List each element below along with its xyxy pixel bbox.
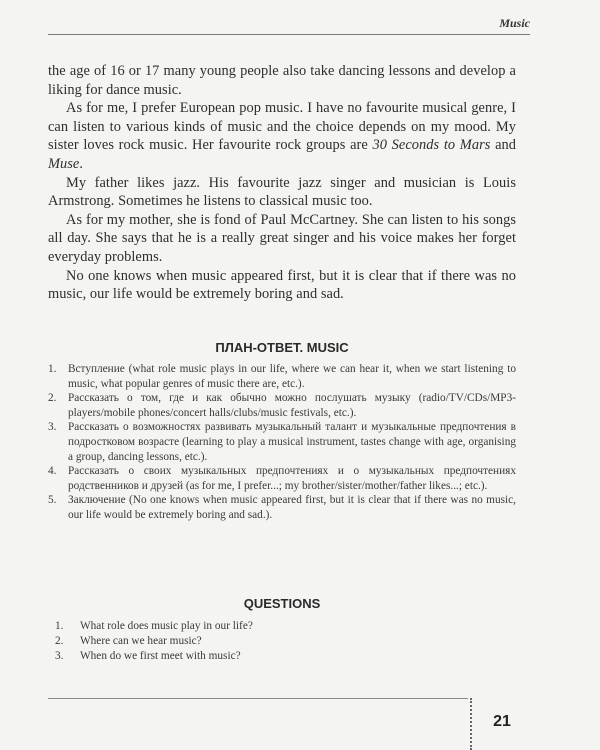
plan-item [48, 464, 516, 493]
item-number: 4. [48, 465, 57, 478]
item-text: Рассказать о своих музыкальных предпочтениях и о музыкальных предпочтениях родственников и друзей (as for me, I prefer...; my brother/sister/mother/father likes...; etc.). [68, 465, 516, 492]
questions-list [55, 619, 495, 664]
footer-rule [48, 698, 468, 699]
band-name: Muse [48, 155, 80, 172]
paragraph-continuation: the age of 16 or 17 many young people also take dancing lessons and develop a liking for dance music. [48, 63, 516, 98]
page-number: 21 [493, 713, 511, 730]
item-number: 2. [55, 635, 64, 647]
question-item [55, 649, 495, 664]
question-item [55, 619, 495, 634]
plan-item [48, 493, 516, 522]
item-text: When do we first meet with music? [80, 650, 241, 662]
plan-item [48, 362, 516, 391]
paragraph-text: As for me, I prefer European pop music. I have no favourite musical genre, I can listen to various kinds of music and the choice depends on my mood. My sister loves rock music. Her favourite rock groups are [48, 100, 516, 154]
item-text: Рассказать о том, где и как обычно можно послушать музыку (radio/TV/CDs/MP3-players/mobile phones/concert halls/clubs/music festivals, etc.). [68, 392, 516, 419]
running-head: Music [499, 16, 530, 30]
item-number: 5. [48, 494, 57, 507]
item-number: 2. [48, 392, 57, 405]
item-text: Where can we hear music? [80, 635, 202, 647]
page-number-box [470, 698, 532, 750]
item-number: 1. [55, 620, 64, 632]
item-text: Рассказать о возможностях развивать музыкальный талант и музыкальные предпочтения в подростковом возрасте (learning to play a musical instrument, tastes change with age, organising a group, dancing lessons, etc.). [68, 421, 516, 463]
item-text: Заключение (No one knows when music appeared first, but it is clear that if there was no music, our life would be extremely boring and sad.). [68, 494, 516, 521]
body-text [48, 62, 516, 304]
paragraph-text: . [79, 155, 84, 172]
item-number: 3. [48, 421, 57, 434]
paragraph-text: and [490, 137, 517, 154]
item-number: 3. [55, 650, 64, 662]
question-item [55, 634, 495, 649]
plan-list [48, 362, 516, 523]
paragraph-father: My father likes jazz. His favourite jazz singer and musician is Louis Armstrong. Sometimes he listens to classical music too. [48, 174, 516, 210]
questions-title: QUESTIONS [243, 596, 321, 611]
plan-item [48, 420, 516, 464]
header-rule [48, 34, 530, 35]
item-text: What role does music play in our life? [80, 620, 253, 632]
plan-title: ПЛАН-ОТВЕТ. MUSIC [215, 340, 349, 355]
band-name: 30 Seconds to Mars [372, 137, 491, 154]
item-text: Вступление (what role music plays in our life, where we can hear it, when we start listening to music, what popular genres of music there are, etc.). [68, 363, 516, 390]
plan-item [48, 391, 516, 420]
paragraph-conclusion: No one knows when music appeared first, but it is clear that if there was no music, our life would be extremely boring and sad. [48, 267, 516, 303]
paragraph-mother: As for my mother, she is fond of Paul McCartney. She can listen to his songs all day. She says that he is a really great singer and his voice makes her forget everyday problems. [48, 211, 516, 265]
paragraph-my-preferences [48, 99, 516, 173]
item-number: 1. [48, 363, 57, 375]
